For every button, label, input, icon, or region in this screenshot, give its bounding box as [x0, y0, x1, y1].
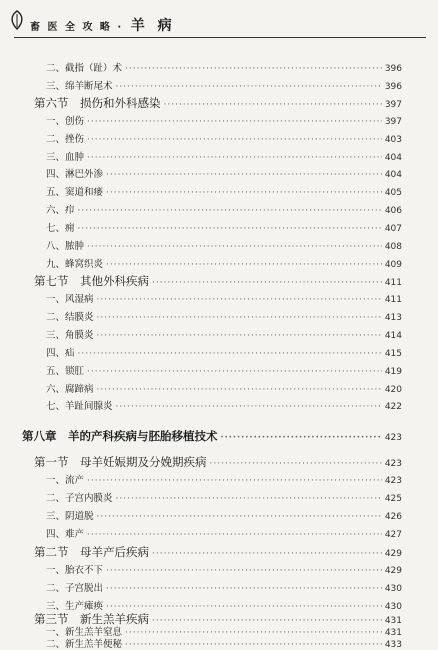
- toc-entry-label: 一、风湿病: [46, 294, 94, 305]
- toc-section-label: 第一节 母羊妊娠期及分娩期疾病: [34, 455, 207, 469]
- toc-entry-page: 413: [384, 313, 402, 323]
- dot-leader: [87, 367, 382, 377]
- toc-section: [34, 454, 402, 470]
- dot-leader: [106, 260, 382, 270]
- toc-section-page: 397: [384, 100, 402, 110]
- toc-entry-label: 三、阴道脱: [46, 511, 94, 522]
- toc-section-label: 第七节 其他外科疾病: [34, 274, 149, 288]
- toc-entry: [46, 363, 402, 377]
- toc-entry-page: 403: [384, 135, 402, 145]
- toc-entry: [46, 508, 402, 522]
- toc-entry: [46, 149, 402, 163]
- toc-entry-label: 四、淋巴外渗: [46, 169, 104, 180]
- toc-entry: [46, 131, 402, 145]
- toc-entry-label: 五、窦道和瘘: [46, 187, 104, 198]
- toc-entry-label: 四、疝: [46, 348, 75, 359]
- toc-entry: [46, 202, 402, 216]
- toc-entry: [46, 78, 402, 92]
- dot-leader: [116, 82, 382, 92]
- toc-section: [34, 544, 402, 560]
- toc-chapter-page: 423: [384, 433, 402, 443]
- dot-leader: [87, 242, 382, 252]
- toc-entry: [46, 526, 402, 540]
- toc-entry: [46, 184, 402, 198]
- toc-entry-label: 二、挫伤: [46, 134, 85, 145]
- toc-entry: [46, 309, 402, 323]
- toc-entry-label: 三、生产瘫痪: [46, 601, 104, 612]
- toc-entry-label: 三、绵羊断尾术: [46, 81, 113, 92]
- toc-entry-page: 420: [384, 385, 402, 395]
- toc-entry-label: 六、疖: [46, 205, 75, 216]
- toc-entry: [46, 345, 402, 359]
- toc-entry-label: 九、蜂窝织炎: [46, 259, 104, 270]
- dot-leader: [125, 640, 382, 650]
- toc-section-page: 423: [384, 459, 402, 469]
- toc-entry-label: 六、腐蹄病: [46, 384, 94, 395]
- dot-leader: [106, 566, 382, 576]
- toc-entry-label: 一、创伤: [46, 116, 85, 127]
- toc-entry: [46, 562, 402, 576]
- toc-entry-page: 429: [384, 566, 402, 576]
- toc-entry-page: 433: [384, 640, 402, 650]
- toc-entry-page: 411: [384, 295, 402, 305]
- toc-entry-page: 419: [384, 367, 402, 377]
- toc-section-label: 第六节 损伤和外科感染: [34, 96, 161, 110]
- dot-leader: [97, 295, 382, 305]
- toc-entry: [46, 256, 402, 270]
- running-header-title: 羊 病: [130, 18, 176, 34]
- toc-entry-label: 一、新生羔羊窒息: [46, 627, 123, 638]
- toc-entry-label: 二、子宫内膜炎: [46, 493, 113, 504]
- toc-entry-page: 427: [384, 530, 402, 540]
- toc-section-label: 第三节 新生羔羊疾病: [34, 612, 149, 626]
- dot-leader: [87, 153, 382, 163]
- dot-leader: [97, 331, 382, 341]
- dot-leader: [116, 402, 382, 412]
- toc-entry: [46, 490, 402, 504]
- toc-entry-page: 431: [384, 628, 402, 638]
- toc-entry: [46, 60, 402, 74]
- dot-leader: [164, 100, 382, 110]
- dot-leader: [152, 278, 382, 288]
- dot-leader: [97, 512, 382, 522]
- toc-entry-page: 430: [384, 584, 402, 594]
- toc-entry-page: 415: [384, 349, 402, 359]
- toc-entry: [46, 580, 402, 594]
- toc-entry-page: 404: [384, 153, 402, 163]
- dot-leader: [221, 433, 382, 443]
- toc-entry-page: 397: [384, 117, 402, 127]
- dot-leader: [152, 549, 382, 559]
- toc-entry-label: 二、截指（趾）术: [46, 63, 123, 74]
- dot-leader: [97, 385, 382, 395]
- toc-entry-label: 二、子宫脱出: [46, 583, 104, 594]
- toc-entry-label: 三、血肿: [46, 152, 85, 163]
- toc-entry-label: 四、难产: [46, 529, 85, 540]
- toc-chapter-label: 第八章 羊的产科疾病与胚胎移植技术: [22, 429, 218, 443]
- toc-entry-page: 407: [384, 224, 402, 234]
- toc-entry-label: 二、新生羔羊便秘: [46, 639, 123, 650]
- dot-leader: [210, 459, 382, 469]
- toc-entry-label: 五、锁肛: [46, 366, 85, 377]
- toc-entry-label: 七、痈: [46, 223, 75, 234]
- toc-entry: [46, 636, 402, 650]
- toc-entry-page: 406: [384, 206, 402, 216]
- toc-entry-page: 409: [384, 260, 402, 270]
- toc-section: [34, 95, 402, 111]
- toc-entry-page: 408: [384, 242, 402, 252]
- toc-entry: [46, 398, 402, 412]
- toc-section-page: 429: [384, 549, 402, 559]
- dot-leader: [87, 135, 382, 145]
- toc-entry-page: 396: [384, 64, 402, 74]
- dot-leader: [87, 476, 382, 486]
- toc-entry-page: 426: [384, 512, 402, 522]
- dot-leader: [125, 64, 382, 74]
- toc-entry-label: 八、脓肿: [46, 241, 85, 252]
- toc-section-page: 431: [384, 616, 402, 626]
- dot-leader: [87, 117, 382, 127]
- toc-entry-page: 414: [384, 331, 402, 341]
- dot-leader: [106, 584, 382, 594]
- dot-leader: [78, 224, 382, 234]
- toc-entry-page: 425: [384, 494, 402, 504]
- toc-entry-page: 423: [384, 476, 402, 486]
- toc-entry-page: 396: [384, 82, 402, 92]
- toc-entry-label: 三、角膜炎: [46, 330, 94, 341]
- dot-leader: [78, 349, 382, 359]
- toc-entry: [46, 238, 402, 252]
- toc-entry-label: 二、结膜炎: [46, 312, 94, 323]
- toc-entry: [46, 291, 402, 305]
- toc-entry-page: 404: [384, 170, 402, 180]
- toc-entry: [46, 113, 402, 127]
- toc-entry: [46, 220, 402, 234]
- dot-leader: [97, 313, 382, 323]
- toc-section-page: 411: [384, 278, 402, 288]
- toc-entry-page: 405: [384, 188, 402, 198]
- toc-entry: [46, 166, 402, 180]
- toc-entry-label: 一、流产: [46, 475, 85, 486]
- toc-section: [34, 273, 402, 289]
- toc-section-label: 第二节 母羊产后疾病: [34, 545, 149, 559]
- toc-entry-page: 422: [384, 402, 402, 412]
- toc-entry: [46, 598, 402, 612]
- dot-leader: [78, 206, 382, 216]
- toc-entry: [46, 472, 402, 486]
- toc-entry-page: 430: [384, 602, 402, 612]
- toc-chapter: [22, 428, 402, 444]
- dot-leader: [106, 170, 382, 180]
- toc-entry: [46, 327, 402, 341]
- toc-entry-label: 七、羊趾间腺炎: [46, 401, 113, 412]
- dot-leader: [116, 494, 382, 504]
- toc-entry-label: 一、胎衣不下: [46, 565, 104, 576]
- running-header-series: 畜 医 全 攻 略 ·: [30, 22, 124, 33]
- dot-leader: [106, 188, 382, 198]
- dot-leader: [87, 530, 382, 540]
- toc-entry: [46, 381, 402, 395]
